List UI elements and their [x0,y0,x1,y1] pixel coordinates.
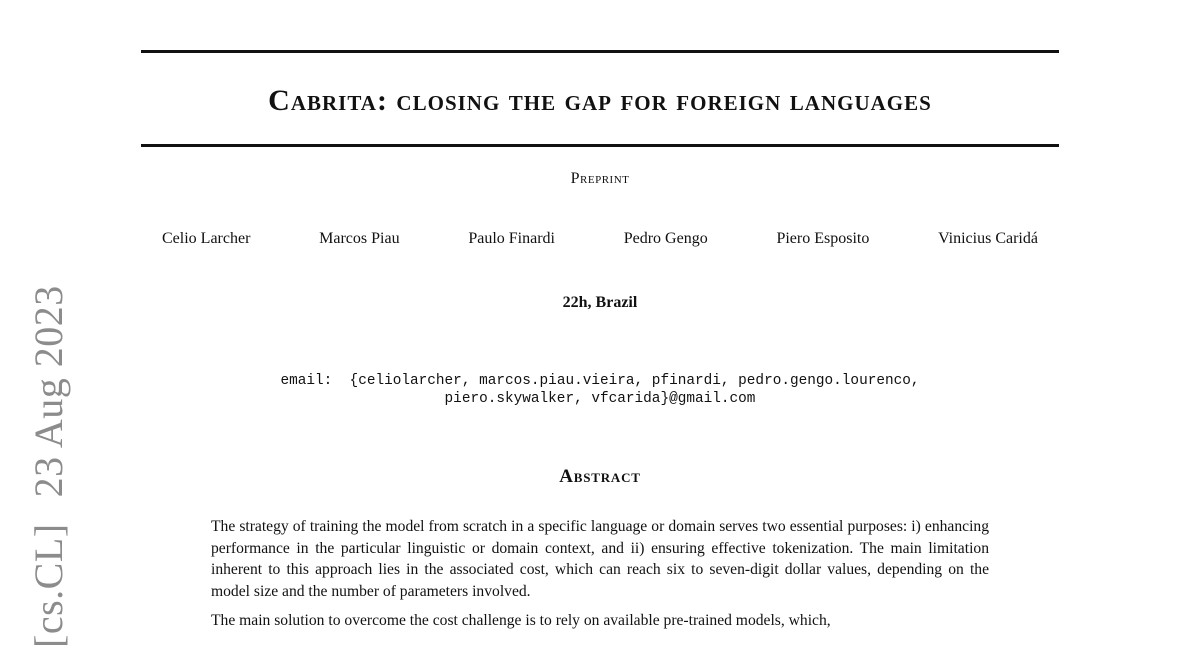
author-name: Marcos Piau [319,230,400,247]
title-rule-bottom [141,144,1059,147]
arxiv-stamp [26,285,71,648]
affiliation: 22h, Brazil [562,294,638,311]
email-block [0,372,1200,408]
author-name: Celio Larcher [162,230,251,247]
arxiv-date: 23 Aug 2023 [26,285,71,498]
author-name: Vinicius Caridá [938,230,1038,247]
preprint-label: Preprint [570,170,630,187]
paper-title: Cabrita: closing the gap for foreign languages [268,84,932,117]
title-rule-top [141,50,1059,53]
abstract-heading: Abstract [559,466,641,487]
abstract-paragraph: The main solution to overcome the cost challenge is to rely on available pre-trained models, which, [211,612,831,629]
author-list [162,230,1038,248]
author-name: Piero Esposito [776,230,870,247]
abstract-paragraph: The strategy of training the model from scratch in a specific language or domain serves two essential purposes: i) enhancing performance in the particular linguistic or domain context, and ii) ensuring effective tokenization. The main limitation inherent to this approach lies in the associated cost, which can reach six to seven-digit dollar values, depending on the model size and the number of parameters involved. [211,518,989,600]
abstract-body [211,516,989,640]
author-name: Pedro Gengo [623,230,708,247]
author-name: Paulo Finardi [468,230,555,247]
arxiv-category: [cs.CL] [26,523,71,648]
email-line: email: {celiolarcher, marcos.piau.vieira, pfinardi, pedro.gengo.lourenco, [280,373,920,389]
email-line: piero.skywalker, vfcarida}@gmail.com [444,391,756,407]
